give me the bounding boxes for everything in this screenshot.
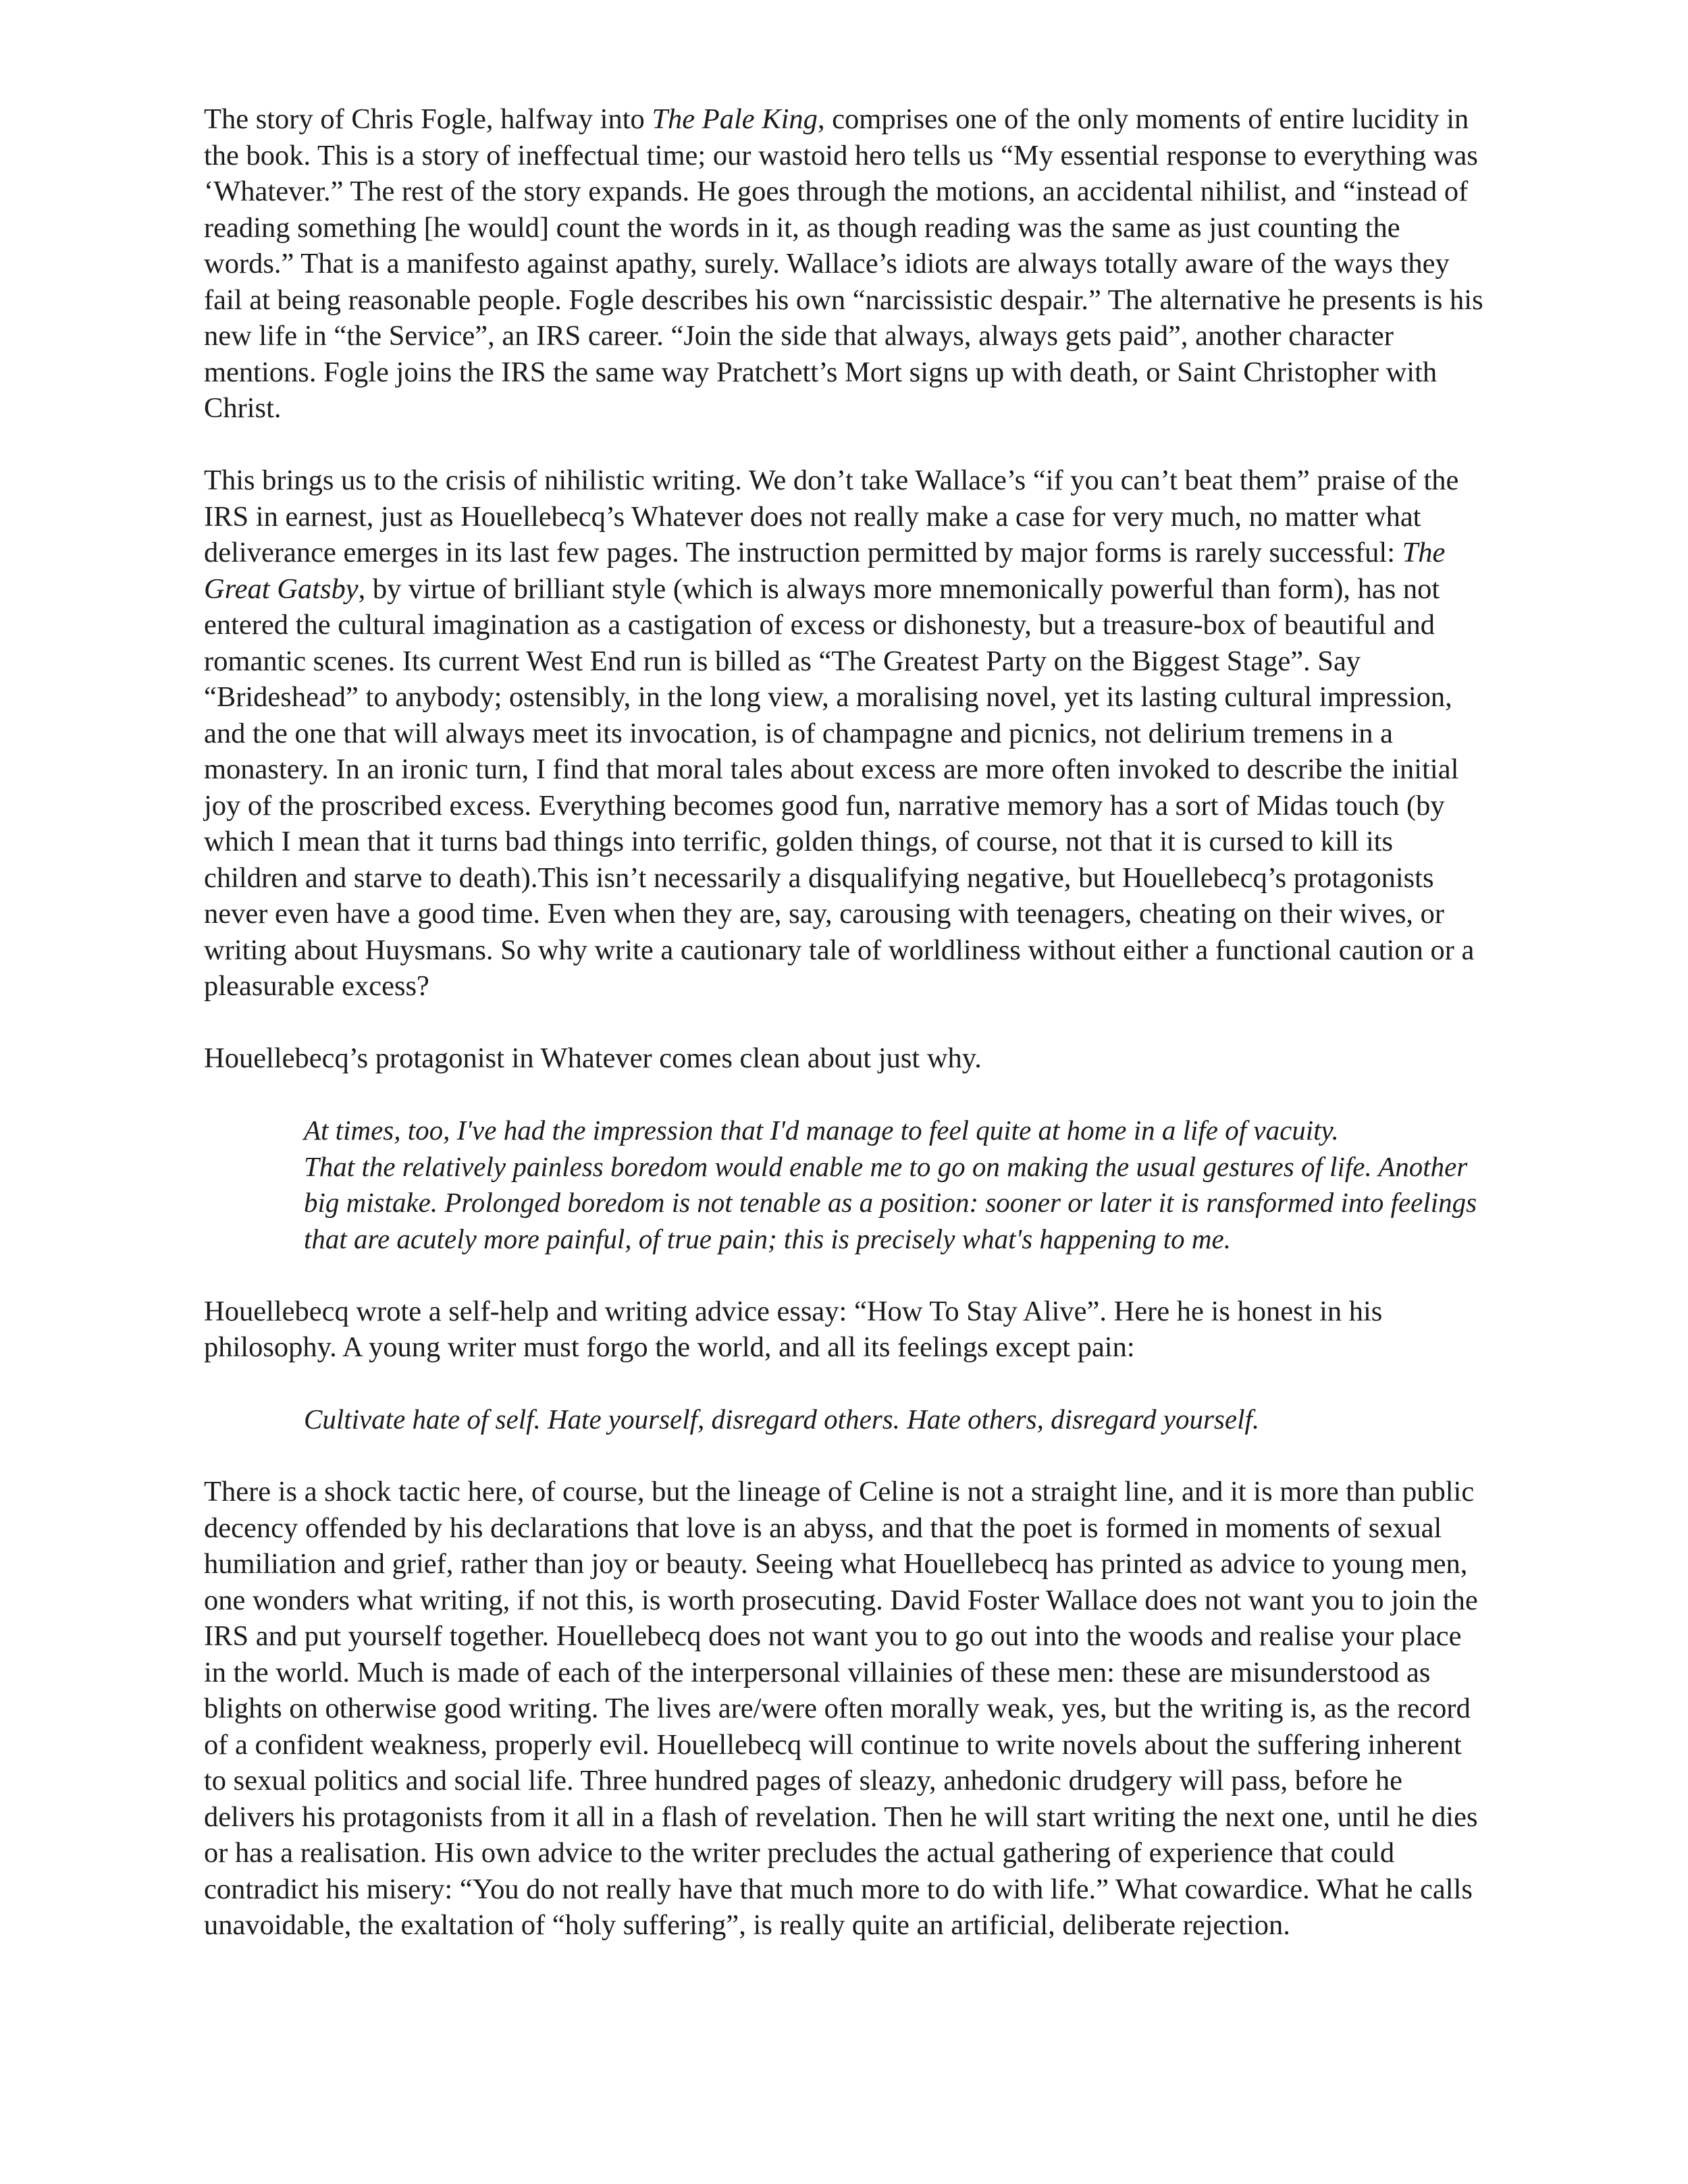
paragraph-text: , comprises one of the only moments of entire lucidity in the book. This is a story of ineffectual time; our wastoid hero tells us “My essential response to everything was ‘Whatever.” The rest of the story expands. He goes through the motions, an accidental nihilist, and “instead of reading something [he would] count the words in it, as though reading was the same as just counting the words.” That is a manifesto against apathy, surely. Wallace’s idiots are always totally aware of the ways they fail at being reasonable people. Fogle describes his own “narcissistic despair.” The alternative he presents is his new life in “the Service”, an IRS career. “Join the side that always, always gets paid”, another character mentions. Fogle joins the IRS the same way Pratchett’s Mort signs up with death, or Saint Christopher with Christ. [204, 103, 1483, 424]
paragraph-nihilistic-writing [204, 462, 1487, 1005]
paragraph-how-to-stay-alive: Houellebecq wrote a self-help and writing advice essay: “How To Stay Alive”. Here he is honest in his philosophy. A young writer must forgo the world, and all its feelings except pain: [204, 1295, 1383, 1363]
paragraph-text: The story of Chris Fogle, halfway into [204, 103, 652, 135]
document-page [204, 101, 1487, 1944]
paragraph-conclusion: There is a shock tactic here, of course, but the lineage of Celine is not a straight line, and it is more than public decency offended by his declarations that love is an abyss, and that the poet is formed in moments of sexual humiliation and grief, rather than joy or beauty. Seeing what Houellebecq has printed as advice to young men, one wonders what writing, if not this, is worth prosecuting. David Foster Wallace does not want you to join the IRS and put yourself together. Houellebecq does not want you to go out into the woods and realise your place in the world. Much is made of each of the interpersonal villainies of these men: these are misunderstood as blights on otherwise good writing. The lives are/were often morally weak, yes, but the writing is, as the record of a confident weakness, properly evil. Houellebecq will continue to write novels about the suffering inherent to sexual politics and social life. Three hundred pages of sleazy, anhedonic drudgery will pass, before he delivers his protagonists from it all in a flash of revelation. Then he will start writing the next one, until he dies or has a realisation. His own advice to the writer precludes the actual gathering of experience that could contradict his misery: “You do not really have that much more to do with life.” What cowardice. What he calls unavoidable, the exaltation of “holy suffering”, is really quite an artificial, deliberate rejection. [204, 1476, 1478, 1941]
block-quote-whatever [304, 1113, 1487, 1257]
paragraph-text: This brings us to the crisis of nihilistic writing. We don’t take Wallace’s “if you can’t beat them” praise of the IRS in earnest, just as Houellebecq’s Whatever does not really make a case for very much, no matter what deliverance emerges in its last few pages. The instruction permitted by major forms is rarely successful: [204, 464, 1459, 568]
paragraph-whatever-intro: Houellebecq’s protagonist in Whatever comes clean about just why. [204, 1042, 982, 1074]
paragraph-fogle [204, 101, 1487, 427]
book-title-pale-king: The Pale King [652, 103, 818, 135]
paragraph-text: , by virtue of brilliant style (which is always more mnemonically powerful than form), has not entered the cultural imagination as a castigation of excess or dishonesty, but a treasure-box of beautiful and romantic scenes. Its current West End run is billed as “The Greatest Party on the Biggest Stage”. Say “Brideshead” to anybody; ostensibly, in the long view, a moralising novel, yet its lasting cultural impression, and the one that will always meet its invocation, is of champagne and picnics, not delirium tremens in a monastery. In an ironic turn, I find that moral tales about excess are more often invoked to describe the initial joy of the proscribed excess. Everything becomes good fun, narrative memory has a sort of Midas touch (by which I mean that it turns bad things into terrific, golden things, of course, not that it is cursed to kill its children and starve to death).This isn’t necessarily a disqualifying negative, but Houellebecq’s protagonists never even have a good time. Even when they are, say, carousing with teenagers, cheating on their wives, or writing about Huysmans. So why write a cautionary tale of worldliness without either a functional caution or a pleasurable excess? [204, 572, 1475, 1002]
quote-line: That the relatively painless boredom would enable me to go on making the usual gestures of life. Another big mistake. Prolonged boredom is not tenable as a position: sooner or later it is ransformed into feelings that are acutely more painful, of true pain; this is precisely what's happening to me. [304, 1150, 1477, 1254]
book-title-great-gatsby: The Great Gatsby [204, 537, 1446, 605]
block-quote-cultivate-hate: Cultivate hate of self. Hate yourself, disregard others. Hate others, disregard yourself. [304, 1404, 1260, 1435]
quote-line: At times, too, I've had the impression that I'd manage to feel quite at home in a life of vacuity. [304, 1115, 1339, 1146]
